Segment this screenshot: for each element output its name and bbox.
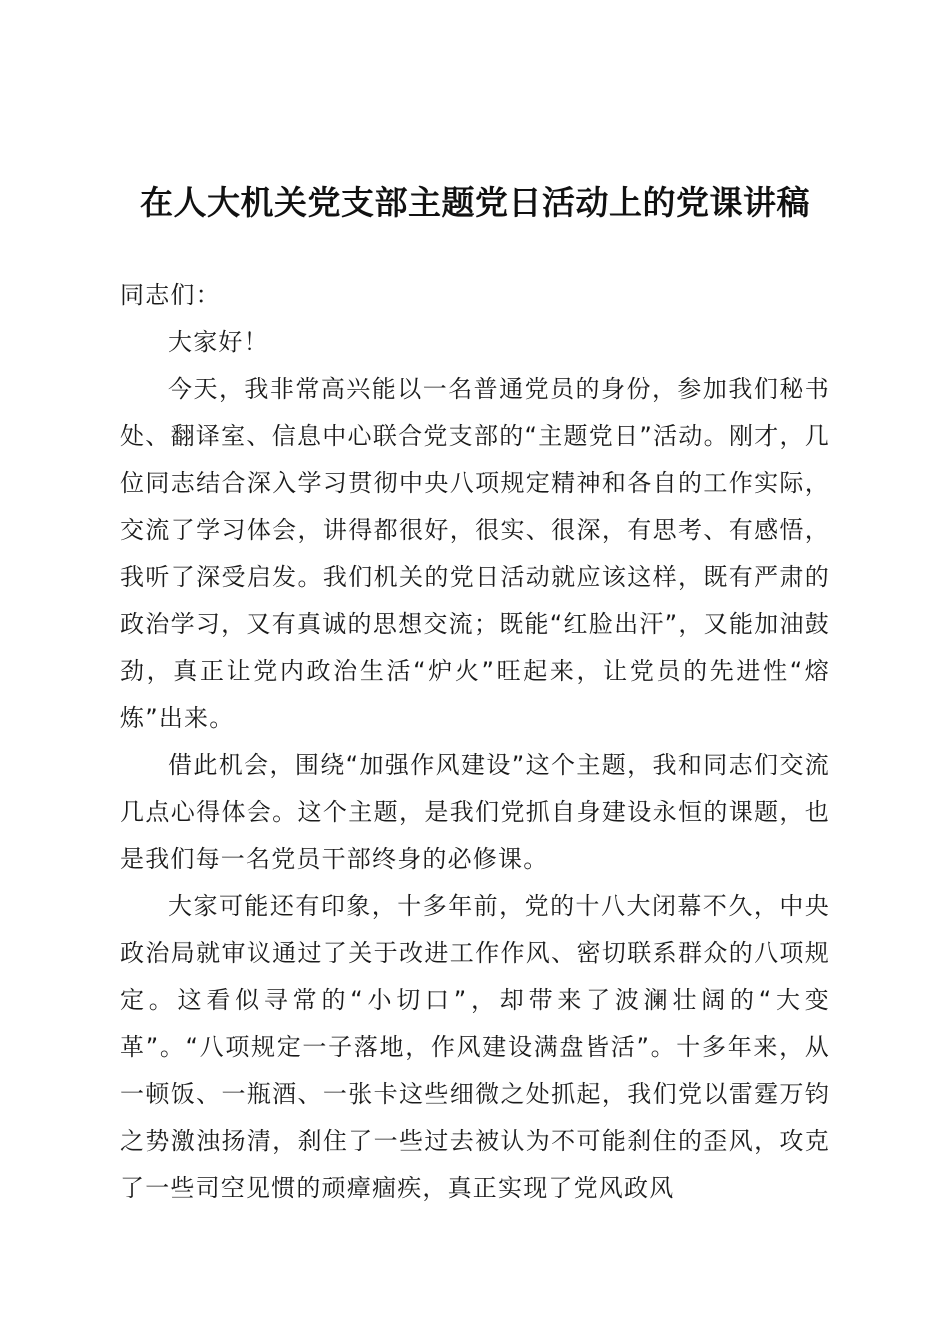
paragraph-greeting: 大家好！ xyxy=(168,328,269,356)
document-body xyxy=(120,272,830,1212)
document-title: 在人大机关党支部主题党日活动上的党课讲稿 xyxy=(140,183,810,222)
paragraph-theme: 借此机会，围绕“加强作风建设”这个主题，我和同志们交流几点心得体会。这个主题，是我们党抓自身建设永恒的课题，也是我们每一名党员干部终身的必修课。 xyxy=(120,751,830,873)
paragraph-intro: 今天，我非常高兴能以一名普通党员的身份，参加我们秘书处、翻译室、信息中心联合党支部的“主题党日”活动。刚才，几位同志结合深入学习贯彻中央八项规定精神和各自的工作实际，交流了学习体会，讲得都很好，很实、很深，有思考、有感悟，我听了深受启发。我们机关的党日活动就应该这样，既有严肃的政治学习，又有真诚的思想交流；既能“红脸出汗”，又能加油鼓劲，真正让党内政治生活“炉火”旺起来，让党员的先进性“熔炼”出来。 xyxy=(120,375,830,732)
paragraph-eight-rules: 大家可能还有印象，十多年前，党的十八大闭幕不久，中央政治局就审议通过了关于改进工作作风、密切联系群众的八项规定。这看似寻常的“小切口”，却带来了波澜壮阔的“大变革”。“八项规定一子落地，作风建设满盘皆活”。十多年来，从一顿饭、一瓶酒、一张卡这些细微之处抓起，我们党以雷霆万钧之势激浊扬清，刹住了一些过去被认为不可能刹住的歪风，攻克了一些司空见惯的顽瘴痼疾，真正实现了党风政风 xyxy=(120,892,830,1202)
salutation: 同志们： xyxy=(120,281,221,309)
